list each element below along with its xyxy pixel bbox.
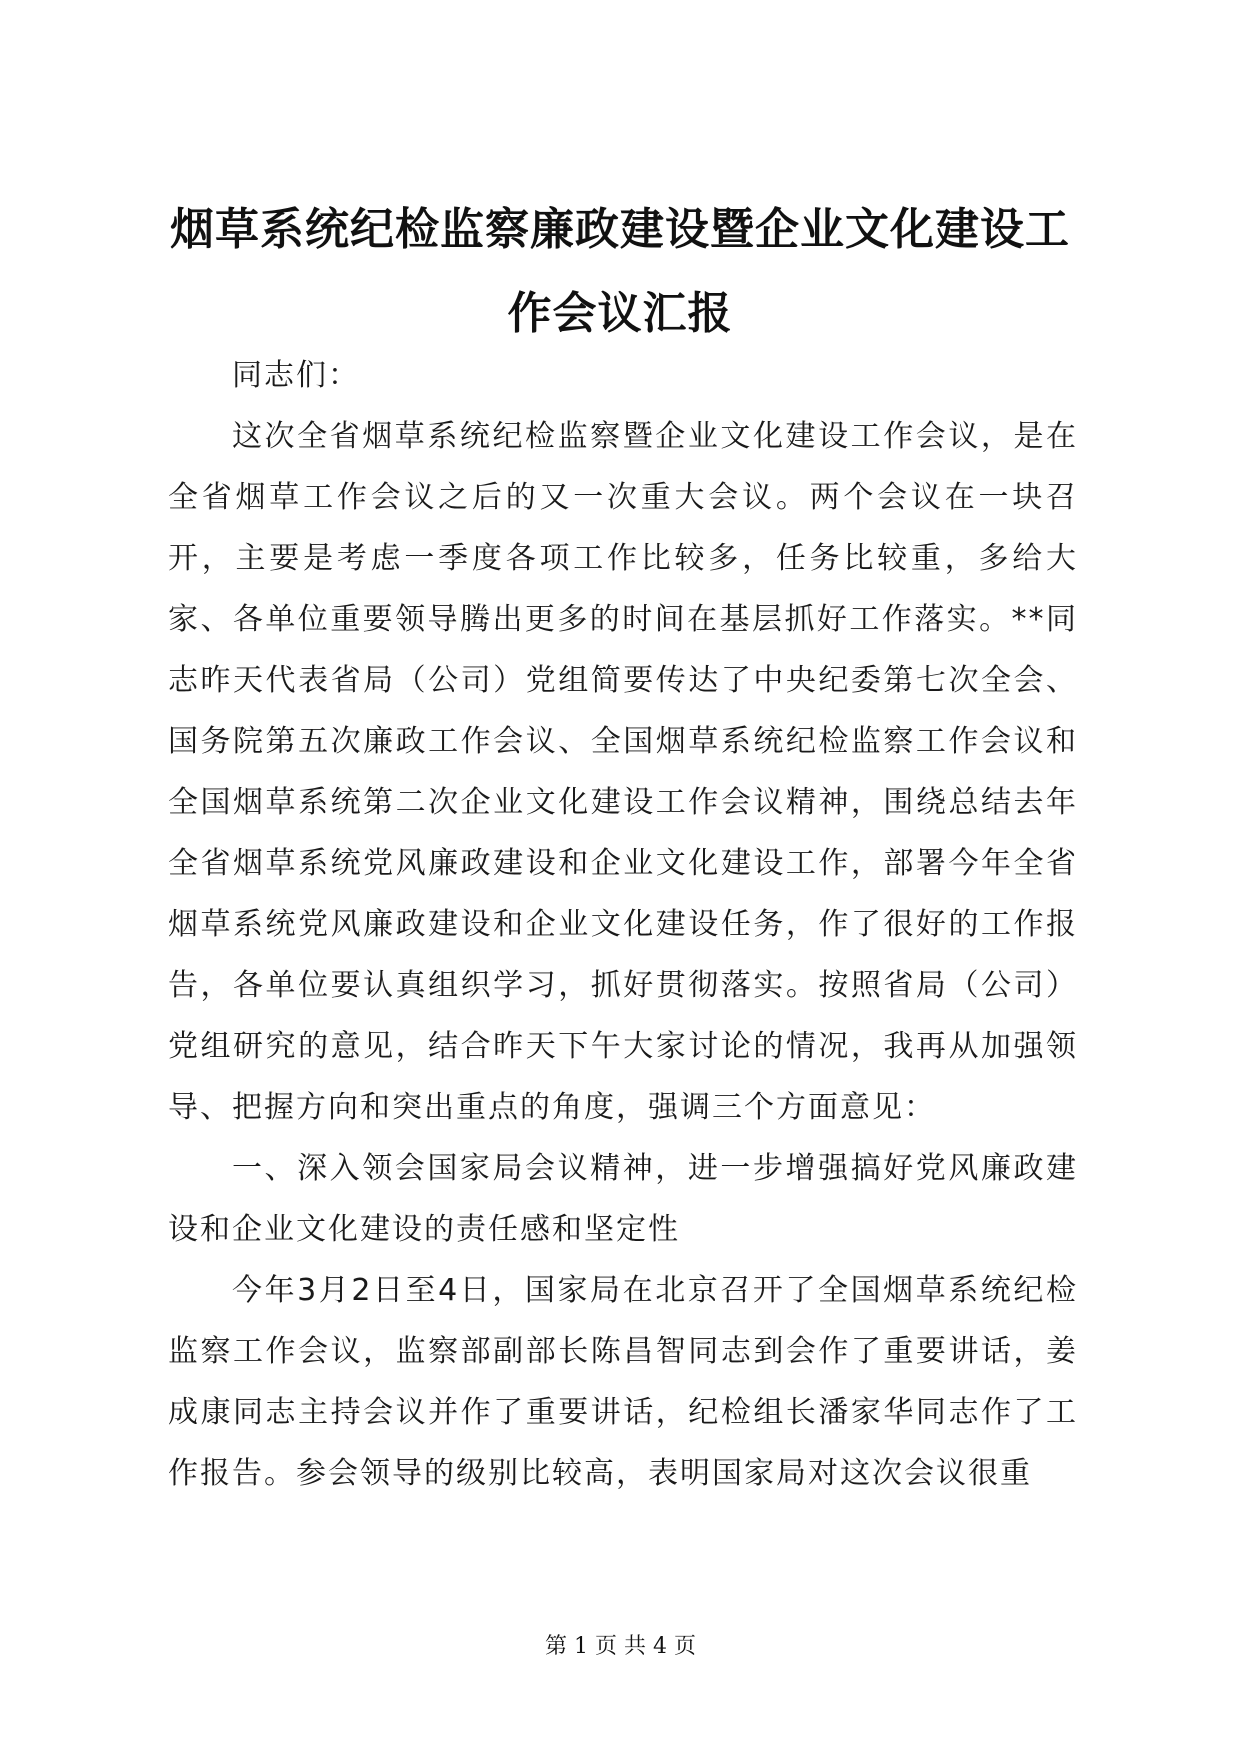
page-footer: 第 1 页 共 4 页 <box>545 1634 696 1659</box>
document-title: 烟草系统纪检监察廉政建设暨企业文化建设工作会议汇报 <box>170 204 1070 339</box>
document-body <box>168 345 1078 1504</box>
salutation-paragraph: 同志们： <box>232 358 360 393</box>
intro-paragraph: 这次全省烟草系统纪检监察暨企业文化建设工作会议，是在全省烟草工作会议之后的又一次重大会议。两个会议在一块召开，主要是考虑一季度各项工作比较多，任务比较重，多给大家、各单位重要领导腾出更多的时间在基层抓好工作落实。**同志昨天代表省局（公司）党组简要传达了中央纪委第七次全会、国务院第五次廉政工作会议、全国烟草系统纪检监察工作会议和全国烟草系统第二次企业文化建设工作会议精神，围绕总结去年全省烟草系统党风廉政建设和企业文化建设工作，部署今年全省烟草系统党风廉政建设和企业文化建设任务，作了很好的工作报告，各单位要认真组织学习，抓好贯彻落实。按照省局（公司）党组研究的意见，结合昨天下午大家讨论的情况，我再从加强领导、把握方向和突出重点的角度，强调三个方面意见： <box>168 419 1078 1125</box>
section-heading-paragraph: 一、深入领会国家局会议精神，进一步增强搞好党风廉政建设和企业文化建设的责任感和坚定性 <box>168 1151 1078 1247</box>
body-paragraph: 今年3月2日至4日，国家局在北京召开了全国烟草系统纪检监察工作会议，监察部副部长陈昌智同志到会作了重要讲话，姜成康同志主持会议并作了重要讲话，纪检组长潘家华同志作了工作报告。参会领导的级别比较高，表明国家局对这次会议很重 <box>168 1273 1078 1491</box>
